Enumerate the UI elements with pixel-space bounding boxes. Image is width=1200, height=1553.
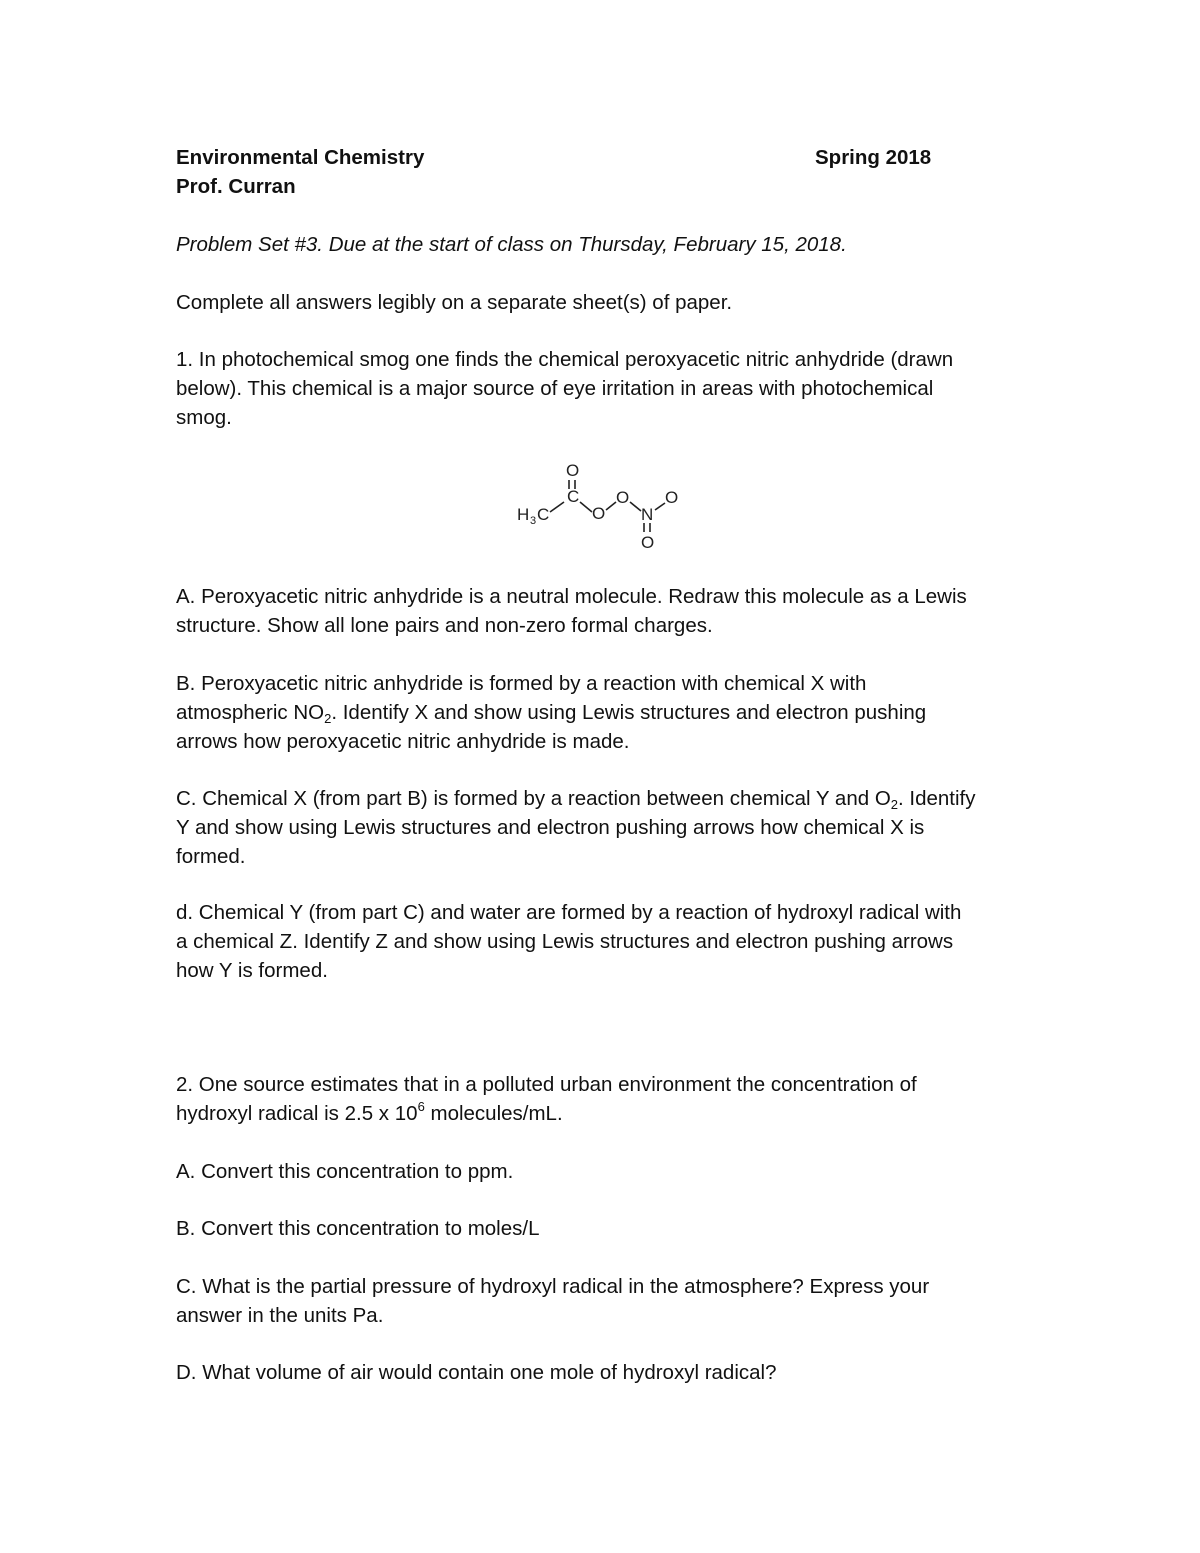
bond-nitrogen-oxygen-right <box>655 503 665 510</box>
atom-nitrogen: N <box>641 505 654 524</box>
peroxyacetyl-nitrate-structure <box>510 456 700 556</box>
q1d-line-2: a chemical Z. Identify Z and show using Lewis structures and electron pushing arrows <box>176 930 954 953</box>
atom-carbonyl-c: C <box>567 487 580 506</box>
course-title: Environmental Chemistry <box>176 146 425 169</box>
atom-h-subscript: 3 <box>530 515 537 527</box>
q1c-line-1 <box>176 784 976 813</box>
instructions: Complete all answers legibly on a separate sheet(s) of paper. <box>176 291 733 314</box>
bond-oxygen-nitrogen <box>630 502 641 511</box>
q2c-line-1: C. What is the partial pressure of hydroxyl radical in the atmosphere? Express your <box>176 1275 930 1298</box>
professor-name: Prof. Curran <box>176 175 296 198</box>
atom-nitro-o-bottom: O <box>641 533 655 552</box>
q1b-line-2 <box>176 698 926 727</box>
q2a: A. Convert this concentration to ppm. <box>176 1160 514 1183</box>
q1d-line-3: how Y is formed. <box>176 959 328 982</box>
bond-carbonyl-oxygen <box>580 502 592 512</box>
q1c-line-3: formed. <box>176 845 246 868</box>
q2-line-2 <box>176 1099 563 1128</box>
q1b-line-2-start: atmospheric NO <box>176 701 325 724</box>
atom-h: H <box>517 505 530 524</box>
q1-intro-line-2: below). This chemical is a major source of eye irritation in areas with photochemical <box>176 377 934 400</box>
q1c-line-1-end: . Identify <box>898 787 976 810</box>
q2-line-2-start: hydroxyl radical is 2.5 x 10 <box>176 1102 418 1125</box>
q2-line-1: 2. One source estimates that in a polluted urban environment the concentration of <box>176 1073 917 1096</box>
q1d-line-1: d. Chemical Y (from part C) and water are formed by a reaction of hydroxyl radical with <box>176 901 962 924</box>
assignment-due-line: Problem Set #3. Due at the start of class on Thursday, February 15, 2018. <box>176 233 847 256</box>
q2-exponent: 6 <box>417 1099 425 1114</box>
atom-peroxy-o: O <box>616 488 630 507</box>
q1c-line-1-start: C. Chemical X (from part B) is formed by a reaction between chemical Y and O <box>176 787 891 810</box>
term-label: Spring 2018 <box>815 146 932 169</box>
bond-methyl-carbonyl <box>550 502 564 512</box>
q1b-line-2-end: . Identify X and show using Lewis structures and electron pushing <box>331 701 927 724</box>
q1b-line-1: B. Peroxyacetic nitric anhydride is formed by a reaction with chemical X with <box>176 672 867 695</box>
q2b: B. Convert this concentration to moles/L <box>176 1217 540 1240</box>
q2d: D. What volume of air would contain one mole of hydroxyl radical? <box>176 1361 777 1384</box>
q1-intro-line-3: smog. <box>176 406 232 429</box>
q1b-no2-subscript: 2 <box>324 711 332 726</box>
atom-methyl-c: C <box>537 505 550 524</box>
q2c-line-2: answer in the units Pa. <box>176 1304 384 1327</box>
q1b-line-3: arrows how peroxyacetic nitric anhydride is made. <box>176 730 630 753</box>
atom-nitro-o-right: O <box>665 488 679 507</box>
bond-peroxide <box>606 502 616 510</box>
atom-carbonyl-o: O <box>566 461 580 480</box>
q1a-line-1: A. Peroxyacetic nitric anhydride is a neutral molecule. Redraw this molecule as a Lewis <box>176 585 967 608</box>
q1a-line-2: structure. Show all lone pairs and non-zero formal charges. <box>176 614 713 637</box>
q1c-line-2: Y and show using Lewis structures and electron pushing arrows how chemical X is <box>176 816 925 839</box>
atom-ester-o: O <box>592 504 606 523</box>
q2-line-2-end: molecules/mL. <box>424 1102 563 1125</box>
q1-intro-line-1: 1. In photochemical smog one finds the chemical peroxyacetic nitric anhydride (drawn <box>176 348 954 371</box>
q1c-o2-subscript: 2 <box>890 797 899 812</box>
